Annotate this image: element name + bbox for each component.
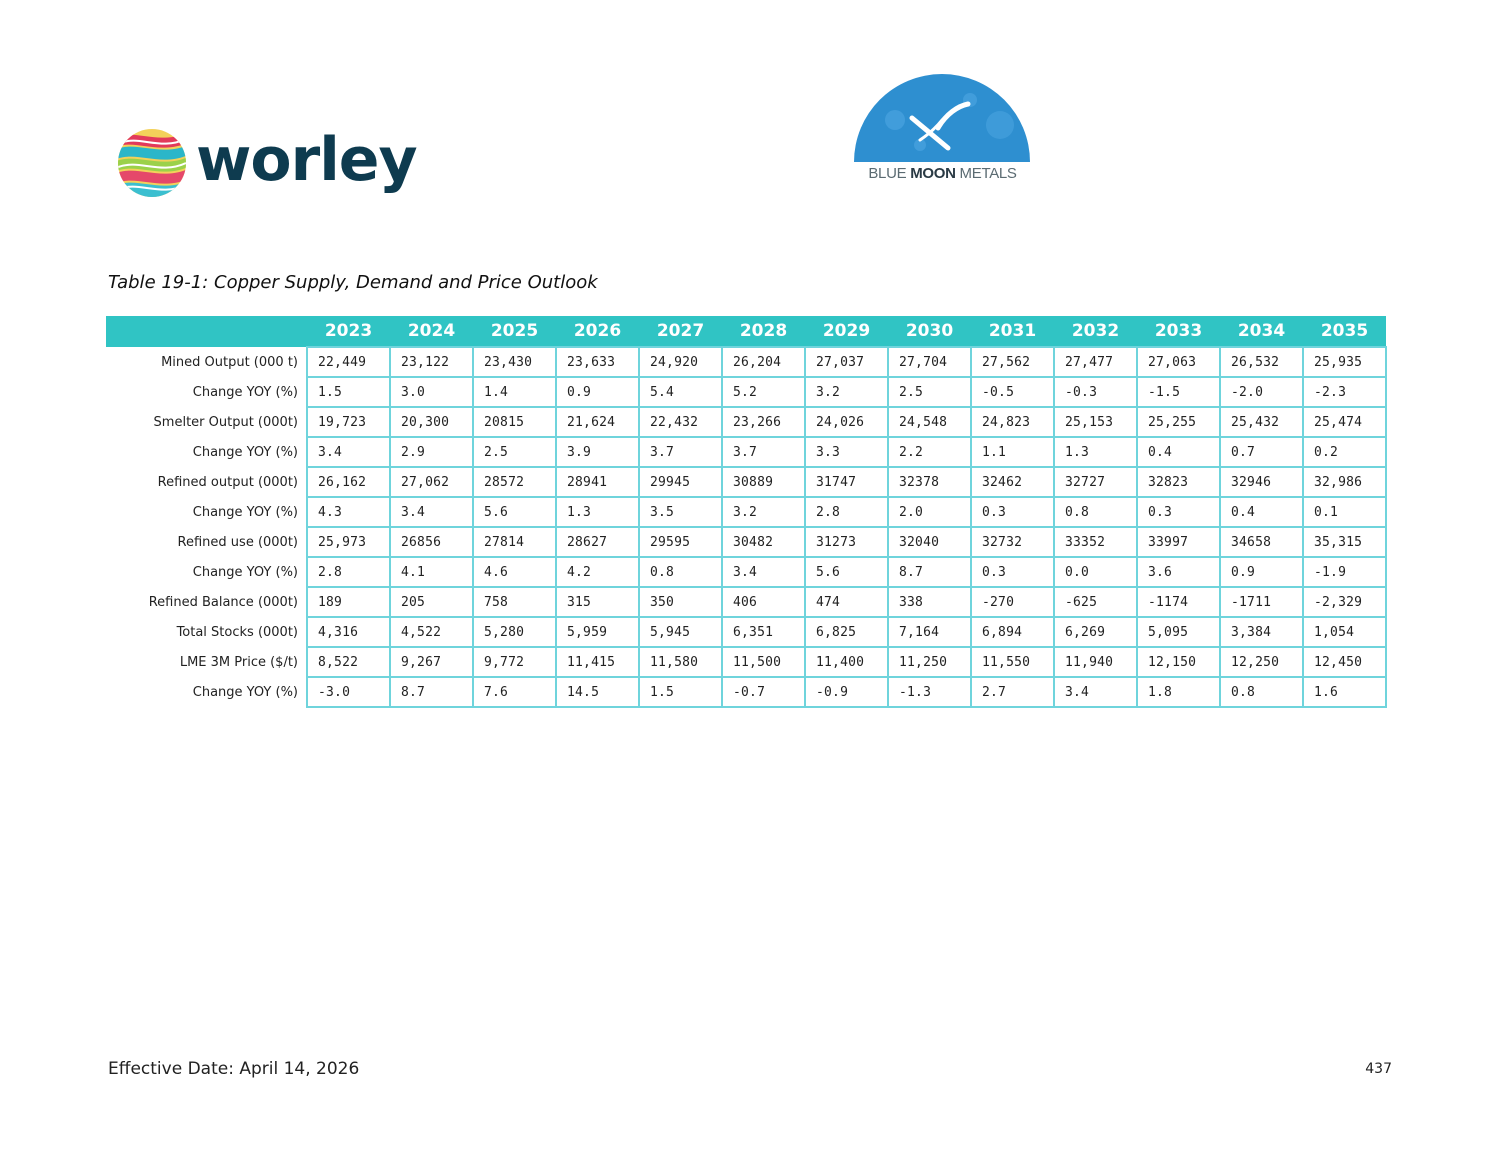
table-cell: 12,150 bbox=[1137, 647, 1220, 677]
table-cell: 25,432 bbox=[1220, 407, 1303, 437]
row-label: Change YOY (%) bbox=[192, 444, 298, 460]
worley-globe-icon bbox=[116, 127, 188, 199]
row-label: Refined Balance (000t) bbox=[148, 594, 298, 610]
table-cell: 11,250 bbox=[888, 647, 971, 677]
table-cell: 3.7 bbox=[639, 437, 722, 467]
table-cell: 28627 bbox=[556, 527, 639, 557]
table-cell: 25,474 bbox=[1303, 407, 1386, 437]
table-cell: 0.4 bbox=[1137, 437, 1220, 467]
table-caption: Table 19-1: Copper Supply, Demand and Price Outlook bbox=[108, 272, 598, 293]
table-cell: 1.4 bbox=[473, 377, 556, 407]
year-header-cell: 2031 bbox=[971, 316, 1054, 347]
table-cell: 28941 bbox=[556, 467, 639, 497]
row-label: Mined Output (000 t) bbox=[161, 354, 298, 370]
table-cell: 4.1 bbox=[390, 557, 473, 587]
table-cell: 2.7 bbox=[971, 677, 1054, 707]
table-cell: -1.5 bbox=[1137, 377, 1220, 407]
table-cell: 6,894 bbox=[971, 617, 1054, 647]
table-cell: 4.6 bbox=[473, 557, 556, 587]
table-cell: 8.7 bbox=[390, 677, 473, 707]
table-cell: 2.0 bbox=[888, 497, 971, 527]
table-cell: 8.7 bbox=[888, 557, 971, 587]
table-cell: -3.0 bbox=[307, 677, 390, 707]
table-cell: 3.4 bbox=[1054, 677, 1137, 707]
table-cell: 0.2 bbox=[1303, 437, 1386, 467]
table-cell: 31273 bbox=[805, 527, 888, 557]
table-cell: 28572 bbox=[473, 467, 556, 497]
table-row bbox=[106, 557, 1386, 587]
row-label: Change YOY (%) bbox=[192, 564, 298, 580]
table-header-row bbox=[106, 316, 1386, 347]
table-cell: 27,062 bbox=[390, 467, 473, 497]
table-cell: 31747 bbox=[805, 467, 888, 497]
table-cell: 12,250 bbox=[1220, 647, 1303, 677]
table-cell: 1.1 bbox=[971, 437, 1054, 467]
table-row bbox=[106, 527, 1386, 557]
table-row bbox=[106, 677, 1386, 707]
year-header-cell: 2025 bbox=[473, 316, 556, 347]
year-header-cell: 2032 bbox=[1054, 316, 1137, 347]
table-cell: 5.4 bbox=[639, 377, 722, 407]
table-cell: 19,723 bbox=[307, 407, 390, 437]
table-cell: 315 bbox=[556, 587, 639, 617]
table-cell: 32462 bbox=[971, 467, 1054, 497]
table-cell: 24,026 bbox=[805, 407, 888, 437]
table-cell: -0.9 bbox=[805, 677, 888, 707]
table-cell: 3.5 bbox=[639, 497, 722, 527]
table-cell: 27,704 bbox=[888, 347, 971, 377]
table-row bbox=[106, 407, 1386, 437]
table-cell: -2.0 bbox=[1220, 377, 1303, 407]
table-cell: 27814 bbox=[473, 527, 556, 557]
table-cell: 32727 bbox=[1054, 467, 1137, 497]
table-cell: 11,580 bbox=[639, 647, 722, 677]
table-cell: 32823 bbox=[1137, 467, 1220, 497]
table-cell: 6,269 bbox=[1054, 617, 1137, 647]
table-row bbox=[106, 587, 1386, 617]
table-cell: 1.8 bbox=[1137, 677, 1220, 707]
table-cell: 26,532 bbox=[1220, 347, 1303, 377]
table-body bbox=[106, 347, 1386, 707]
table-cell: -2,329 bbox=[1303, 587, 1386, 617]
table-cell: -1.9 bbox=[1303, 557, 1386, 587]
table-cell: 5,095 bbox=[1137, 617, 1220, 647]
table-cell: 9,267 bbox=[390, 647, 473, 677]
table-cell: 1,054 bbox=[1303, 617, 1386, 647]
table-cell: 32378 bbox=[888, 467, 971, 497]
table-cell: 2.5 bbox=[888, 377, 971, 407]
table-cell: 11,500 bbox=[722, 647, 805, 677]
table-cell: 35,315 bbox=[1303, 527, 1386, 557]
table-cell: 32040 bbox=[888, 527, 971, 557]
table-cell: 24,823 bbox=[971, 407, 1054, 437]
table-cell: 5,945 bbox=[639, 617, 722, 647]
table-cell: 0.1 bbox=[1303, 497, 1386, 527]
table-cell: -1711 bbox=[1220, 587, 1303, 617]
table-cell: 0.3 bbox=[971, 557, 1054, 587]
table-cell: -0.7 bbox=[722, 677, 805, 707]
table-cell: 3.3 bbox=[805, 437, 888, 467]
table-cell: 0.3 bbox=[1137, 497, 1220, 527]
table-cell: 34658 bbox=[1220, 527, 1303, 557]
table-cell: 4,522 bbox=[390, 617, 473, 647]
table-cell: 5.6 bbox=[805, 557, 888, 587]
table-row bbox=[106, 467, 1386, 497]
table-cell: 1.5 bbox=[639, 677, 722, 707]
row-label: LME 3M Price ($/t) bbox=[179, 654, 298, 670]
table-cell: -625 bbox=[1054, 587, 1137, 617]
table-cell: 3.4 bbox=[722, 557, 805, 587]
copper-outlook-table bbox=[106, 316, 1387, 708]
table-cell: 205 bbox=[390, 587, 473, 617]
year-header-cell: 2034 bbox=[1220, 316, 1303, 347]
table-cell: 24,920 bbox=[639, 347, 722, 377]
table-cell: 5,959 bbox=[556, 617, 639, 647]
year-header-cell: 2035 bbox=[1303, 316, 1386, 347]
table-cell: 2.8 bbox=[805, 497, 888, 527]
table-cell: 2.9 bbox=[390, 437, 473, 467]
table-cell: 23,122 bbox=[390, 347, 473, 377]
row-label: Refined use (000t) bbox=[177, 534, 298, 550]
table-cell: 25,973 bbox=[307, 527, 390, 557]
table-cell: 27,063 bbox=[1137, 347, 1220, 377]
table-cell: 2.5 bbox=[473, 437, 556, 467]
table-cell: 9,772 bbox=[473, 647, 556, 677]
table-cell: -1.3 bbox=[888, 677, 971, 707]
table-cell: 0.3 bbox=[971, 497, 1054, 527]
table-cell: 0.8 bbox=[1220, 677, 1303, 707]
table-cell: 14.5 bbox=[556, 677, 639, 707]
table-cell: 22,432 bbox=[639, 407, 722, 437]
blue-moon-wordmark: BLUE MOON METALS bbox=[868, 165, 1017, 182]
table-cell: 4.2 bbox=[556, 557, 639, 587]
year-header-cell: 2023 bbox=[307, 316, 390, 347]
effective-date: Effective Date: April 14, 2026 bbox=[108, 1059, 360, 1079]
table-cell: 0.8 bbox=[639, 557, 722, 587]
table-row bbox=[106, 497, 1386, 527]
table-cell: 11,940 bbox=[1054, 647, 1137, 677]
table-cell: 30482 bbox=[722, 527, 805, 557]
table-cell: 0.0 bbox=[1054, 557, 1137, 587]
table-cell: 3.7 bbox=[722, 437, 805, 467]
table-cell: 3.9 bbox=[556, 437, 639, 467]
table-cell: 0.9 bbox=[556, 377, 639, 407]
table-row bbox=[106, 347, 1386, 377]
table-cell: 27,477 bbox=[1054, 347, 1137, 377]
year-header-cell: 2029 bbox=[805, 316, 888, 347]
table-cell: 6,825 bbox=[805, 617, 888, 647]
table-cell: 350 bbox=[639, 587, 722, 617]
table-cell: 11,400 bbox=[805, 647, 888, 677]
table-cell: 25,153 bbox=[1054, 407, 1137, 437]
page-number: 437 bbox=[1365, 1061, 1392, 1077]
table-cell: 406 bbox=[722, 587, 805, 617]
table-cell: 0.7 bbox=[1220, 437, 1303, 467]
year-header-cell: 2024 bbox=[390, 316, 473, 347]
table-cell: 23,266 bbox=[722, 407, 805, 437]
table-cell: 25,255 bbox=[1137, 407, 1220, 437]
table-row bbox=[106, 437, 1386, 467]
table-cell: 23,633 bbox=[556, 347, 639, 377]
table-cell: 3.6 bbox=[1137, 557, 1220, 587]
table-cell: 3,384 bbox=[1220, 617, 1303, 647]
header-corner-cell bbox=[106, 316, 307, 347]
table-cell: 20,300 bbox=[390, 407, 473, 437]
row-label: Change YOY (%) bbox=[192, 384, 298, 400]
table-cell: 758 bbox=[473, 587, 556, 617]
table-cell: -2.3 bbox=[1303, 377, 1386, 407]
table-cell: 8,522 bbox=[307, 647, 390, 677]
table-cell: 189 bbox=[307, 587, 390, 617]
blue-moon-icon bbox=[850, 70, 1035, 165]
table-cell: 21,624 bbox=[556, 407, 639, 437]
table-cell: 25,935 bbox=[1303, 347, 1386, 377]
table-cell: 29945 bbox=[639, 467, 722, 497]
worley-logo bbox=[116, 124, 417, 202]
table-cell: 12,450 bbox=[1303, 647, 1386, 677]
table-cell: 3.0 bbox=[390, 377, 473, 407]
table-cell: 32,986 bbox=[1303, 467, 1386, 497]
table-cell: 22,449 bbox=[307, 347, 390, 377]
table-cell: 6,351 bbox=[722, 617, 805, 647]
year-header-cell: 2030 bbox=[888, 316, 971, 347]
table-cell: 338 bbox=[888, 587, 971, 617]
table-cell: 29595 bbox=[639, 527, 722, 557]
table-cell: 4.3 bbox=[307, 497, 390, 527]
table-cell: 3.4 bbox=[307, 437, 390, 467]
table-row bbox=[106, 617, 1386, 647]
row-label: Total Stocks (000t) bbox=[176, 624, 298, 640]
table-cell: 3.2 bbox=[805, 377, 888, 407]
table-cell: 11,550 bbox=[971, 647, 1054, 677]
table-cell: 0.9 bbox=[1220, 557, 1303, 587]
table-cell: 474 bbox=[805, 587, 888, 617]
year-header-cell: 2027 bbox=[639, 316, 722, 347]
table-cell: 5,280 bbox=[473, 617, 556, 647]
table-cell: 7.6 bbox=[473, 677, 556, 707]
table-cell: 5.6 bbox=[473, 497, 556, 527]
table-cell: 1.3 bbox=[556, 497, 639, 527]
table-cell: 20815 bbox=[473, 407, 556, 437]
table-cell: 7,164 bbox=[888, 617, 971, 647]
table-row bbox=[106, 647, 1386, 677]
row-label: Smelter Output (000t) bbox=[153, 414, 298, 430]
table-cell: -0.3 bbox=[1054, 377, 1137, 407]
year-header-cell: 2033 bbox=[1137, 316, 1220, 347]
table-cell: 0.4 bbox=[1220, 497, 1303, 527]
row-label: Change YOY (%) bbox=[192, 504, 298, 520]
table-cell: 32946 bbox=[1220, 467, 1303, 497]
table-cell: 11,415 bbox=[556, 647, 639, 677]
row-label: Change YOY (%) bbox=[192, 684, 298, 700]
table-cell: 4,316 bbox=[307, 617, 390, 647]
worley-wordmark: worley bbox=[196, 125, 417, 195]
table-cell: 26856 bbox=[390, 527, 473, 557]
table-cell: 27,037 bbox=[805, 347, 888, 377]
table-cell: 0.8 bbox=[1054, 497, 1137, 527]
table-cell: 24,548 bbox=[888, 407, 971, 437]
table-cell: 33352 bbox=[1054, 527, 1137, 557]
table-cell: 32732 bbox=[971, 527, 1054, 557]
table-cell: 2.8 bbox=[307, 557, 390, 587]
table-cell: 1.3 bbox=[1054, 437, 1137, 467]
table-cell: 30889 bbox=[722, 467, 805, 497]
table-cell: 2.2 bbox=[888, 437, 971, 467]
table-cell: 1.6 bbox=[1303, 677, 1386, 707]
table-cell: 23,430 bbox=[473, 347, 556, 377]
table-cell: 26,204 bbox=[722, 347, 805, 377]
table-cell: 1.5 bbox=[307, 377, 390, 407]
row-label: Refined output (000t) bbox=[157, 474, 298, 490]
table-cell: 33997 bbox=[1137, 527, 1220, 557]
table-cell: 3.2 bbox=[722, 497, 805, 527]
table-cell: -1174 bbox=[1137, 587, 1220, 617]
table-cell: -0.5 bbox=[971, 377, 1054, 407]
year-header-cell: 2026 bbox=[556, 316, 639, 347]
table-cell: -270 bbox=[971, 587, 1054, 617]
table-cell: 26,162 bbox=[307, 467, 390, 497]
year-header-cell: 2028 bbox=[722, 316, 805, 347]
table-cell: 5.2 bbox=[722, 377, 805, 407]
table-cell: 27,562 bbox=[971, 347, 1054, 377]
table-row bbox=[106, 377, 1386, 407]
blue-moon-metals-logo bbox=[850, 70, 1035, 190]
table-cell: 3.4 bbox=[390, 497, 473, 527]
